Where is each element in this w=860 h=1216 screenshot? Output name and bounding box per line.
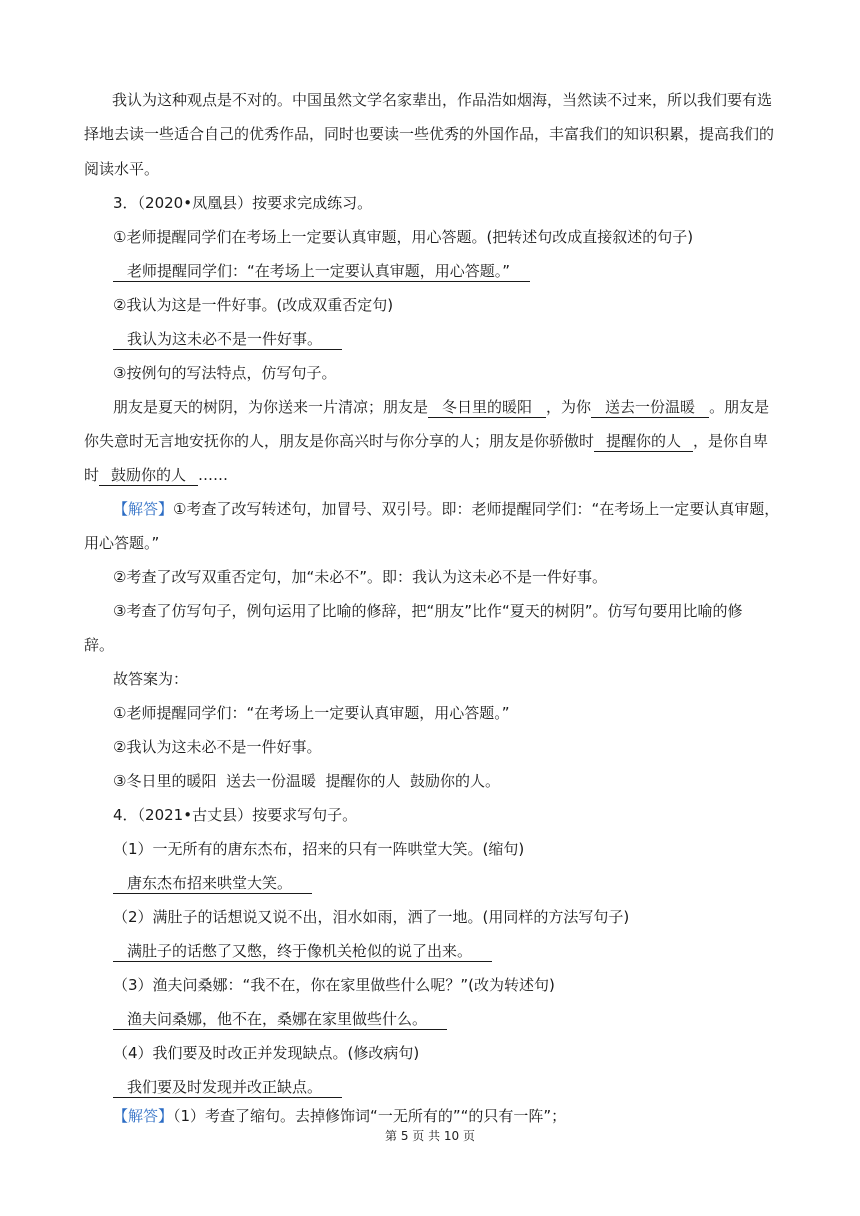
question-4-answer-3 bbox=[113, 1009, 860, 1030]
solution-tag: 【解答】 bbox=[113, 1107, 174, 1125]
question-3-item-2: ②我认为这是一件好事。(改成双重否定句) bbox=[113, 296, 394, 314]
blank-answer: 冬日里的暖阳 bbox=[428, 398, 546, 418]
answer-text: 唐东杰布招来哄堂大笑。 bbox=[113, 874, 312, 894]
text: …… bbox=[198, 466, 229, 484]
answer-text: 我们要及时发现并改正缺点。 bbox=[113, 1078, 342, 1098]
imitation-line-2 bbox=[84, 431, 860, 452]
text: ①考查了改写转述句，加冒号、双引号。即：老师提醒同学们：“在考场上一定要认真审题， bbox=[173, 500, 780, 518]
question-4-answer-1 bbox=[113, 873, 860, 894]
answer-heading: 故答案为： bbox=[113, 670, 189, 688]
solution-line bbox=[113, 1106, 860, 1126]
question-3-item-1: ①老师提醒同学们在考场上一定要认真审题，用心答题。(把转述句改成直接叙述的句子) bbox=[113, 228, 694, 246]
question-4-item-4: （4）我们要及时改正并发现缺点。(修改病句) bbox=[113, 1044, 420, 1062]
imitation-line-1 bbox=[113, 397, 860, 418]
final-answer: ②我认为这未必不是一件好事。 bbox=[113, 738, 322, 756]
text: （1）考查了缩句。去掉修饰词“一无所有的”“的只有一阵”； bbox=[173, 1107, 567, 1125]
imitation-line-3 bbox=[84, 465, 860, 486]
question-4-answer-4 bbox=[113, 1077, 860, 1098]
answer-text: 我认为这未必不是一件好事。 bbox=[113, 330, 342, 350]
question-4-title: 4．（2021•古丈县）按要求写句子。 bbox=[113, 806, 358, 824]
text: ，是你自卑 bbox=[693, 432, 769, 450]
solution-line: 辞。 bbox=[84, 636, 115, 654]
text: 。朋友是 bbox=[709, 398, 770, 416]
final-answer: ①老师提醒同学们：“在考场上一定要认真审题，用心答题。” bbox=[113, 704, 510, 722]
question-4-answer-2 bbox=[113, 941, 860, 962]
question-3-item-3: ③按例句的写法特点，仿写句子。 bbox=[113, 364, 337, 382]
question-4-item-2: （2）满肚子的话想说又说不出，泪水如雨，洒了一地。(用同样的方法写句子) bbox=[113, 908, 630, 926]
solution-line bbox=[113, 499, 860, 519]
paragraph-line: 阅读水平。 bbox=[84, 160, 160, 178]
answer-text: 满肚子的话憋了又憋，终于像机关枪似的说了出来。 bbox=[113, 942, 492, 962]
paragraph-line: 择地去读一些适合自己的优秀作品，同时也要读一些优秀的外国作品，丰富我们的知识积累，提高我们的 bbox=[84, 125, 775, 143]
blank-answer: 提醒你的人 bbox=[594, 432, 693, 452]
question-3-title: 3．（2020•凤凰县）按要求完成练习。 bbox=[113, 194, 373, 212]
answer-text: 老师提醒同学们：“在考场上一定要认真审题，用心答题。” bbox=[113, 262, 530, 282]
question-3-answer-1 bbox=[113, 261, 860, 282]
text: ，为你 bbox=[546, 398, 592, 416]
question-4-item-1: （1）一无所有的唐东杰布，招来的只有一阵哄堂大笑。(缩句) bbox=[113, 840, 525, 858]
question-3-answer-2 bbox=[113, 329, 860, 350]
solution-line: ②考查了改写双重否定句，加“未必不”。即：我认为这未必不是一件好事。 bbox=[113, 568, 607, 586]
question-4-item-3: （3）渔夫问桑娜：“我不在，你在家里做些什么呢？”(改为转述句) bbox=[113, 976, 555, 994]
final-answer: ③冬日里的暖阳 送去一份温暖 提醒你的人 鼓励你的人。 bbox=[113, 772, 501, 790]
blank-answer: 送去一份温暖 bbox=[591, 398, 709, 418]
solution-line: 用心答题。” bbox=[84, 534, 160, 552]
answer-text: 渔夫问桑娜，他不在，桑娜在家里做些什么。 bbox=[113, 1010, 447, 1030]
text: 你失意时无言地安抚你的人，朋友是你高兴时与你分享的人；朋友是你骄傲时 bbox=[84, 432, 595, 450]
text: 时 bbox=[84, 466, 100, 484]
solution-line: ③考查了仿写句子，例句运用了比喻的修辞，把“朋友”比作“夏天的树阴”。仿写句要用比喻的修 bbox=[113, 602, 743, 620]
page-footer: 第 5 页 共 10 页 bbox=[385, 1129, 475, 1143]
blank-answer: 鼓励你的人 bbox=[99, 466, 198, 486]
solution-tag: 【解答】 bbox=[113, 500, 174, 518]
paragraph-line: 我认为这种观点是不对的。中国虽然文学名家辈出，作品浩如烟海，当然读不过来，所以我们要有选 bbox=[112, 91, 773, 109]
text: 朋友是夏天的树阴，为你送来一片清凉；朋友是 bbox=[113, 398, 429, 416]
